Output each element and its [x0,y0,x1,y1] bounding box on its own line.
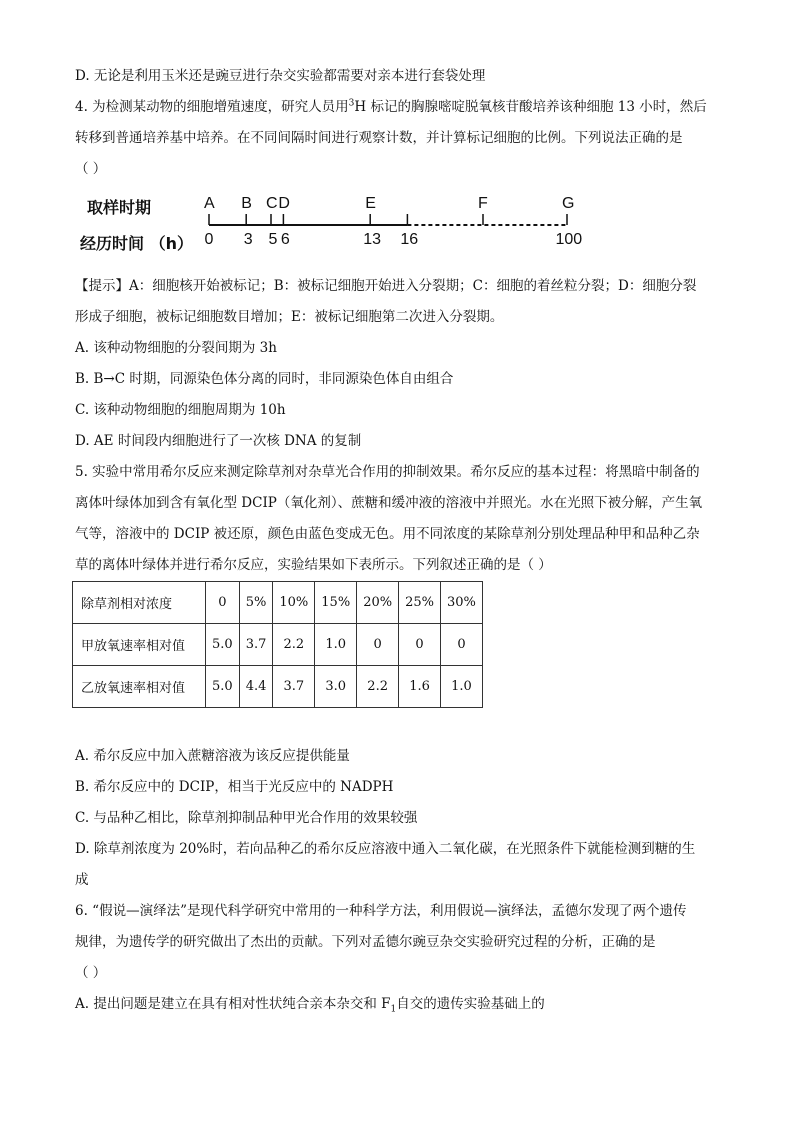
herbicide-data-table [72,581,483,708]
q4-isotope-superscript: 3 [348,98,355,109]
table-cell: 1.0 [441,666,483,708]
q4-answer-paren: （ ） [75,161,107,177]
q5-option-c: C. 与品种乙相比，除草剂抑制品种甲光合作用的效果较强 [75,810,418,826]
timeline-letter-f: F [478,195,488,212]
q5-option-a: A. 希尔反应中加入蔗糖溶液为该反应提供能量 [75,748,350,764]
table-body [73,582,483,708]
table-cell: 2.2 [273,624,315,666]
q4-stem-line-1 [75,97,707,117]
q4-option-c: C. 该种动物细胞的细胞周期为 10h [75,402,286,418]
q5-option-d-line-2: 成 [75,872,89,888]
q4-stem-text-b: H 标记的胸腺嘧啶脱氧核苷酸培养该种细胞 13 小时，然后 [354,99,707,115]
q6-f1-subscript: 1 [390,1004,397,1015]
table-cell: 0 [206,582,240,624]
table-cell: 4.4 [239,666,273,708]
timeline-row1-label: 取样时期 [87,198,152,217]
table-cell: 5.0 [206,666,240,708]
timeline-time-label: 5 [268,231,278,248]
table-cell: 25% [399,582,441,624]
q6-stem-line-2: 规律，为遗传学的研究做出了杰出的贡献。下列对孟德尔豌豆杂交实验研究过程的分析，正确的是 [75,934,656,950]
timeline-time-label: 3 [243,231,253,248]
timeline-letter-e: E [365,195,376,212]
q4-stem-line-2: 转移到普通培养基中培养。在不同间隔时间进行观察计数，并计算标记细胞的比例。下列说法正确的是 [75,130,683,146]
timeline-time-label: 100 [555,231,583,248]
q4-stem-text-a: 4. 为检测某动物的细胞增殖速度，研究人员用 [75,99,349,115]
timeline-letter-a: A [204,195,215,212]
timeline-time-label: 16 [400,231,419,248]
table-cell: 0 [357,624,399,666]
table-cell: 2.2 [357,666,399,708]
table-cell: 3.7 [239,624,273,666]
timeline-letter-d: D [278,195,290,212]
table-row [73,624,483,666]
timeline-letter-c: C [266,195,278,212]
q6-option-a [75,994,545,1014]
q6-answer-paren: （ ） [75,965,107,981]
q5-option-b: B. 希尔反应中的 DCIP，相当于光反应中的 NADPH [75,779,394,795]
timeline-letter-g: G [562,195,575,212]
table-cell: 15% [315,582,357,624]
table-row-header: 甲放氧速率相对值 [73,624,206,666]
table-cell: 0 [441,624,483,666]
timeline-time-label: 0 [204,231,214,248]
q6-option-a-text-b: 自交的遗传实验基础上的 [396,996,545,1012]
table-cell: 1.0 [315,624,357,666]
timeline-axis [80,195,600,255]
timeline-row2-label: 经历时间 （h） [80,234,193,253]
q4-option-d: D. AE 时间段内细胞进行了一次核 DNA 的复制 [75,433,362,449]
hint-line-1: 【提示】A：细胞核开始被标记；B：被标记细胞开始进入分裂期；C：细胞的着丝粒分裂；D：细胞分裂 [75,278,697,294]
table-cell: 3.7 [273,666,315,708]
table-cell: 20% [357,582,399,624]
q5-option-d-line-1: D. 除草剂浓度为 20%时，若向品种乙的希尔反应溶液中通入二氧化碳，在光照条件下就能检测到糖的生 [75,841,696,857]
q3-option-d: D. 无论是利用玉米还是豌豆进行杂交实验都需要对亲本进行套袋处理 [75,68,486,84]
hint-line-2: 形成子细胞，被标记细胞数目增加；E：被标记细胞第二次进入分裂期。 [75,309,504,325]
table-row-header: 除草剂相对浓度 [73,582,206,624]
timeline-figure [80,195,600,255]
q5-stem-line-1: 5. 实验中常用希尔反应来测定除草剂对杂草光合作用的抑制效果。希尔反应的基本过程：将黑暗中制备的 [75,464,700,480]
table-cell: 0 [399,624,441,666]
q5-stem-line-3: 气等，溶液中的 DCIP 被还原，颜色由蓝色变成无色。用不同浓度的某除草剂分别处理品种甲和品种乙杂 [75,526,700,542]
table-cell: 10% [273,582,315,624]
table-cell: 1.6 [399,666,441,708]
q6-stem-line-1: 6. “假说—演绎法”是现代科学研究中常用的一种科学方法，利用假说—演绎法，孟德尔发现了两个遗传 [75,903,687,919]
timeline-time-label: 13 [363,231,381,248]
timeline-time-label: 6 [280,231,290,248]
q6-option-a-text-a: A. 提出问题是建立在具有相对性状纯合亲本杂交和 F [75,996,391,1012]
table-cell: 3.0 [315,666,357,708]
q5-stem-line-4: 草的离体叶绿体并进行希尔反应，实验结果如下表所示。下列叙述正确的是（ ） [75,557,552,573]
timeline-letter-b: B [241,195,252,212]
q4-option-a: A. 该种动物细胞的分裂间期为 3h [75,340,277,356]
q4-option-b: B. B→C 时期，同源染色体分离的同时，非同源染色体自由组合 [75,371,454,387]
table-row-header: 乙放氧速率相对值 [73,666,206,708]
table-cell: 5% [239,582,273,624]
table-cell: 30% [441,582,483,624]
table-row [73,666,483,708]
table-row [73,582,483,624]
q5-stem-line-2: 离体叶绿体加到含有氧化型 DCIP（氧化剂）、蔗糖和缓冲液的溶液中并照光。水在光照下被分解，产生氧 [75,495,703,511]
table-cell: 5.0 [206,624,240,666]
